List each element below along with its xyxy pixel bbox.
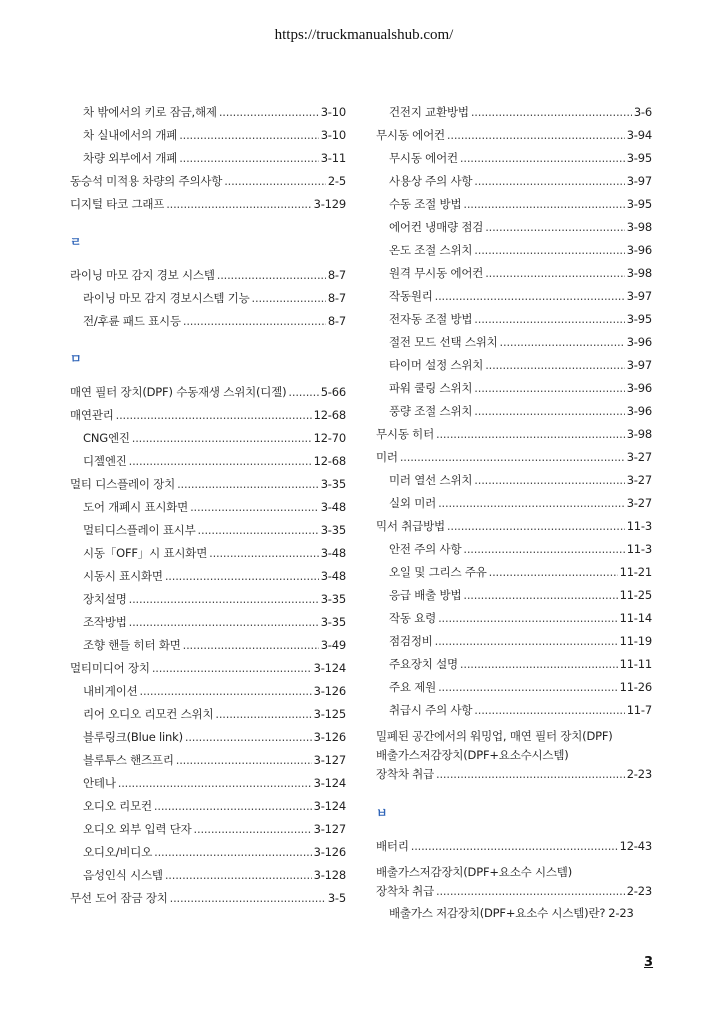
entry-label: 오디오 외부 입력 단자 <box>83 822 192 836</box>
entry-label: 파워 쿨링 스위치 <box>389 381 473 395</box>
entry-label: 미러 열선 스위치 <box>389 473 473 487</box>
index-entry <box>70 407 346 430</box>
index-entry <box>376 265 652 288</box>
leader-dots <box>438 611 617 625</box>
index-entry <box>376 104 652 127</box>
entry-label: 블루링크(Blue link) <box>83 730 183 744</box>
entry-label: CNG엔진 <box>83 431 130 445</box>
entry-label: 시동시 표시화면 <box>83 569 163 583</box>
entry-label: 실외 미러 <box>389 496 437 510</box>
leader-dots <box>463 542 624 556</box>
index-entry <box>376 905 652 928</box>
index-entry <box>376 242 652 265</box>
index-entry <box>376 495 652 518</box>
entry-page: 3-96 <box>626 404 652 418</box>
entry-label: 동승석 미적용 차량의 주의사항 <box>70 174 223 188</box>
leader-dots <box>447 519 625 533</box>
entry-page: 5-66 <box>320 385 346 399</box>
page-number: 3 <box>644 955 654 970</box>
entry-label: 안테나 <box>83 776 116 790</box>
entry-label: 오디오 리모컨 <box>83 799 152 813</box>
entry-page: 3-10 <box>320 105 346 119</box>
index-entry <box>376 219 652 242</box>
entry-label: 차 밖에서의 키로 잠금,해제 <box>83 105 217 119</box>
index-entry <box>70 775 346 798</box>
index-right-column <box>376 104 652 928</box>
entry-page: 12-68 <box>313 408 346 422</box>
entry-label: 리어 오디오 리모컨 스위치 <box>83 707 214 721</box>
entry-page: 3-35 <box>320 523 346 537</box>
index-left-column <box>70 104 346 913</box>
leader-dots <box>447 128 625 142</box>
leader-dots <box>185 730 312 744</box>
leader-dots <box>152 661 312 675</box>
index-entry <box>376 403 652 426</box>
index-entry <box>376 380 652 403</box>
leader-dots <box>129 592 319 606</box>
entry-page: 3-96 <box>626 335 652 349</box>
index-entry <box>70 798 346 821</box>
leader-dots <box>438 680 617 694</box>
entry-page: 3-10 <box>320 128 346 142</box>
leader-dots <box>474 703 624 717</box>
entry-label: 내비게이션 <box>83 684 138 698</box>
index-entry <box>376 564 652 587</box>
entry-label: 수동 조절 방법 <box>389 197 462 211</box>
leader-dots <box>500 335 625 349</box>
entry-label: 멀티 디스플레이 장치 <box>70 477 176 491</box>
entry-label: 건전지 교환방법 <box>389 105 469 119</box>
entry-page: 3-98 <box>626 266 652 280</box>
entry-label: 전/후륜 패드 표시등 <box>83 314 181 328</box>
entry-label: 전자동 조절 방법 <box>389 312 473 326</box>
leader-dots <box>485 220 625 234</box>
entry-label: 사용상 주의 사항 <box>389 174 473 188</box>
entry-line: 배출가스저감장치(DPF+요소수시스템) <box>376 748 569 762</box>
entry-label: 절전 모드 선택 스위치 <box>389 335 498 349</box>
index-entry <box>70 545 346 568</box>
index-entry <box>70 568 346 591</box>
entry-page: 12-43 <box>619 839 652 853</box>
entry-page: 3-49 <box>320 638 346 652</box>
section-heading-m: ㅁ <box>70 352 82 366</box>
index-entry <box>376 196 652 219</box>
entry-label: 오일 및 그리스 주유 <box>389 565 487 579</box>
entry-label: 온도 조절 스위치 <box>389 243 473 257</box>
entry-page: 3-124 <box>313 799 346 813</box>
leader-dots <box>179 128 319 142</box>
entry-page: 3-126 <box>313 845 346 859</box>
entry-label: 배터리 <box>376 839 409 853</box>
leader-dots <box>154 845 311 859</box>
index-entry <box>70 267 346 290</box>
entry-page: 3-124 <box>313 661 346 675</box>
entry-page: 3-95 <box>626 151 652 165</box>
entry-label: 음성인식 시스템 <box>83 868 163 882</box>
entry-page: 3-128 <box>313 868 346 882</box>
index-entry <box>70 384 346 407</box>
leader-dots <box>474 243 624 257</box>
entry-page: 3-125 <box>313 707 346 721</box>
index-entry <box>70 150 346 173</box>
index-entry <box>376 472 652 495</box>
entry-label: 조향 핸들 히터 화면 <box>83 638 181 652</box>
leader-dots <box>436 882 625 901</box>
leader-dots <box>177 477 319 491</box>
entry-page: 8-7 <box>327 291 346 305</box>
entry-label: 장치설명 <box>83 592 127 606</box>
index-entry <box>70 196 346 219</box>
entry-label: 차량 외부에서 개폐 <box>83 151 178 165</box>
leader-dots <box>252 291 326 305</box>
entry-page: 3-27 <box>626 473 652 487</box>
leader-dots <box>460 657 618 671</box>
entry-page: 3-6 <box>633 105 652 119</box>
entry-label: 장착차 취급 <box>376 884 434 898</box>
index-entry <box>70 499 346 522</box>
entry-label: 장착차 취급 <box>376 767 434 781</box>
leader-dots <box>183 638 319 652</box>
entry-label: 라이닝 마모 감지 경보 시스템 <box>70 268 215 282</box>
leader-dots <box>460 151 625 165</box>
entry-label: 타이머 설정 스위치 <box>389 358 484 372</box>
entry-page: 3-27 <box>626 450 652 464</box>
entry-page: 3-97 <box>626 174 652 188</box>
index-entry <box>70 637 346 660</box>
entry-label: 도어 개폐시 표시화면 <box>83 500 189 514</box>
entry-page: 3-48 <box>320 546 346 560</box>
entry-label: 주요 제원 <box>389 680 437 694</box>
entry-page: 3-95 <box>626 312 652 326</box>
index-entry <box>70 476 346 499</box>
index-entry <box>376 656 652 679</box>
entry-page: 3-35 <box>320 592 346 606</box>
leader-dots <box>190 500 319 514</box>
entry-label: 매연관리 <box>70 408 114 422</box>
entry-label: 미러 <box>376 450 398 464</box>
index-entry <box>70 660 346 683</box>
entry-label: 풍량 조절 스위치 <box>389 404 473 418</box>
entry-label: 디젤엔진 <box>83 454 127 468</box>
index-entry <box>376 518 652 541</box>
leader-dots <box>170 891 326 905</box>
index-entry <box>376 679 652 702</box>
index-entry <box>376 702 652 725</box>
entry-label: 조작방법 <box>83 615 127 629</box>
entry-label: 무시동 히터 <box>376 427 434 441</box>
index-entry <box>376 173 652 196</box>
entry-label: 무시동 에어컨 <box>389 151 458 165</box>
index-entry <box>70 706 346 729</box>
entry-page: 3-126 <box>313 730 346 744</box>
index-entry <box>376 334 652 357</box>
leader-dots <box>463 197 624 211</box>
entry-page: 11-7 <box>626 703 652 717</box>
entry-page: 11-11 <box>619 657 652 671</box>
index-entry <box>70 752 346 775</box>
entry-page: 11-3 <box>626 542 652 556</box>
entry-page: 11-3 <box>626 519 652 533</box>
leader-dots <box>209 546 319 560</box>
leader-dots <box>474 381 624 395</box>
entry-label: 작동원리 <box>389 289 433 303</box>
index-entry <box>70 614 346 637</box>
leader-dots <box>438 496 625 510</box>
leader-dots <box>485 266 625 280</box>
entry-label: 무선 도어 잠금 장치 <box>70 891 168 905</box>
leader-dots <box>288 385 318 399</box>
entry-page: 11-19 <box>619 634 652 648</box>
index-entry <box>376 633 652 656</box>
leader-dots <box>116 408 312 422</box>
index-entry <box>70 173 346 196</box>
index-entry <box>70 867 346 890</box>
leader-dots <box>132 431 312 445</box>
entry-label: 작동 요령 <box>389 611 437 625</box>
leader-dots <box>400 450 625 464</box>
index-entry <box>376 610 652 633</box>
entry-page: 3-127 <box>313 753 346 767</box>
entry-label: 라이닝 마모 감지 경보시스템 기능 <box>83 291 250 305</box>
entry-page: 3-98 <box>626 427 652 441</box>
entry-label: 배출가스 저감장치(DPF+요소수 시스템)란? <box>389 906 606 920</box>
entry-label: 믹서 취급방법 <box>376 519 445 533</box>
leader-dots <box>217 268 326 282</box>
leader-dots <box>154 799 312 813</box>
index-entry <box>376 426 652 449</box>
entry-label: 멀티디스플레이 표시부 <box>83 523 196 537</box>
entry-label: 블루투스 핸즈프리 <box>83 753 174 767</box>
entry-page: 3-35 <box>320 615 346 629</box>
entry-page: 3-126 <box>313 684 346 698</box>
entry-label: 멀티미디어 장치 <box>70 661 150 675</box>
entry-page: 3-97 <box>626 358 652 372</box>
leader-dots <box>198 523 319 537</box>
entry-page: 12-68 <box>313 454 346 468</box>
leader-dots <box>215 707 311 721</box>
entry-page: 3-96 <box>626 243 652 257</box>
leader-dots <box>194 822 312 836</box>
index-entry <box>376 838 652 861</box>
entry-label: 매연 필터 장치(DPF) 수동재생 스위치(디젤) <box>70 385 287 399</box>
index-entry <box>376 127 652 150</box>
index-entry <box>376 288 652 311</box>
leader-dots <box>463 588 617 602</box>
index-entry <box>70 290 346 313</box>
entry-page: 3-124 <box>313 776 346 790</box>
leader-dots <box>179 151 319 165</box>
entry-page: 11-25 <box>619 588 652 602</box>
entry-page: 3-129 <box>313 197 346 211</box>
leader-dots <box>474 312 624 326</box>
index-entry <box>70 104 346 127</box>
leader-dots <box>471 105 632 119</box>
index-entry <box>70 313 346 336</box>
entry-label: 응급 배출 방법 <box>389 588 462 602</box>
leader-dots <box>165 569 319 583</box>
index-entry <box>70 890 346 913</box>
leader-dots <box>118 776 312 790</box>
entry-label: 취급시 주의 사항 <box>389 703 473 717</box>
index-entry <box>70 453 346 476</box>
entry-label: 주요장치 설명 <box>389 657 458 671</box>
index-entry <box>70 821 346 844</box>
entry-page: 2-23 <box>626 767 652 781</box>
leader-dots <box>165 868 312 882</box>
entry-page: 3-127 <box>313 822 346 836</box>
entry-page: 3-11 <box>320 151 346 165</box>
entry-label: 오디오/비디오 <box>83 845 153 859</box>
leader-dots <box>140 684 312 698</box>
leader-dots <box>489 565 618 579</box>
leader-dots <box>436 765 625 784</box>
index-entry-exhaust <box>376 863 652 903</box>
entry-page: 3-35 <box>320 477 346 491</box>
leader-dots <box>474 473 624 487</box>
leader-dots <box>435 289 625 303</box>
source-url: https://truckmanualshub.com/ <box>274 27 454 43</box>
entry-page: 8-7 <box>327 268 346 282</box>
entry-page: 3-48 <box>320 500 346 514</box>
leader-dots <box>436 427 625 441</box>
leader-dots <box>485 358 625 372</box>
entry-page: 3-5 <box>327 891 346 905</box>
leader-dots <box>129 615 319 629</box>
index-entry <box>70 127 346 150</box>
index-entry <box>376 587 652 610</box>
index-entry <box>70 729 346 752</box>
entry-label: 원격 무시동 에어컨 <box>389 266 484 280</box>
entry-label: 디지털 타코 그래프 <box>70 197 165 211</box>
leader-dots <box>224 174 326 188</box>
entry-page: 3-95 <box>626 197 652 211</box>
index-entry-dpf-warmup <box>376 727 652 786</box>
section-heading-r: ㄹ <box>70 235 82 249</box>
entry-page: 3-94 <box>626 128 652 142</box>
index-entry <box>70 522 346 545</box>
entry-line: 배출가스저감장치(DPF+요소수 시스템) <box>376 865 572 879</box>
entry-label: 안전 주의 사항 <box>389 542 462 556</box>
entry-label: 시동「OFF」시 표시화면 <box>83 546 208 560</box>
index-entry <box>70 844 346 867</box>
leader-dots <box>176 753 312 767</box>
index-entry <box>376 150 652 173</box>
index-entry <box>70 430 346 453</box>
entry-page: 3-96 <box>626 381 652 395</box>
leader-dots <box>166 197 311 211</box>
entry-label: 에어컨 냉매량 점검 <box>389 220 484 234</box>
leader-dots <box>474 174 624 188</box>
leader-dots <box>183 314 326 328</box>
section-heading-b: ㅂ <box>376 806 388 820</box>
index-entry <box>70 683 346 706</box>
entry-page: 3-27 <box>626 496 652 510</box>
leader-dots <box>435 634 618 648</box>
entry-label: 점검정비 <box>389 634 433 648</box>
entry-page: 8-7 <box>327 314 346 328</box>
entry-label: 차 실내에서의 개폐 <box>83 128 178 142</box>
entry-page: 3-97 <box>626 289 652 303</box>
entry-page: 11-26 <box>619 680 652 694</box>
entry-page: 11-21 <box>619 565 652 579</box>
entry-page: 11-14 <box>619 611 652 625</box>
leader-dots <box>411 839 618 853</box>
entry-page: 3-48 <box>320 569 346 583</box>
leader-dots <box>474 404 624 418</box>
entry-page: 3-98 <box>626 220 652 234</box>
index-entry <box>376 357 652 380</box>
entry-page: 2-23 <box>608 906 634 920</box>
leader-dots <box>129 454 312 468</box>
leader-dots <box>219 105 319 119</box>
entry-page: 12-70 <box>313 431 346 445</box>
entry-label: 무시동 에어컨 <box>376 128 445 142</box>
entry-line: 밀폐된 공간에서의 워밍업, 매연 필터 장치(DPF) <box>376 729 613 743</box>
index-entry <box>70 591 346 614</box>
index-entry <box>376 541 652 564</box>
entry-page: 2-5 <box>327 174 346 188</box>
index-entry <box>376 311 652 334</box>
index-entry <box>376 449 652 472</box>
entry-page: 2-23 <box>626 884 652 898</box>
